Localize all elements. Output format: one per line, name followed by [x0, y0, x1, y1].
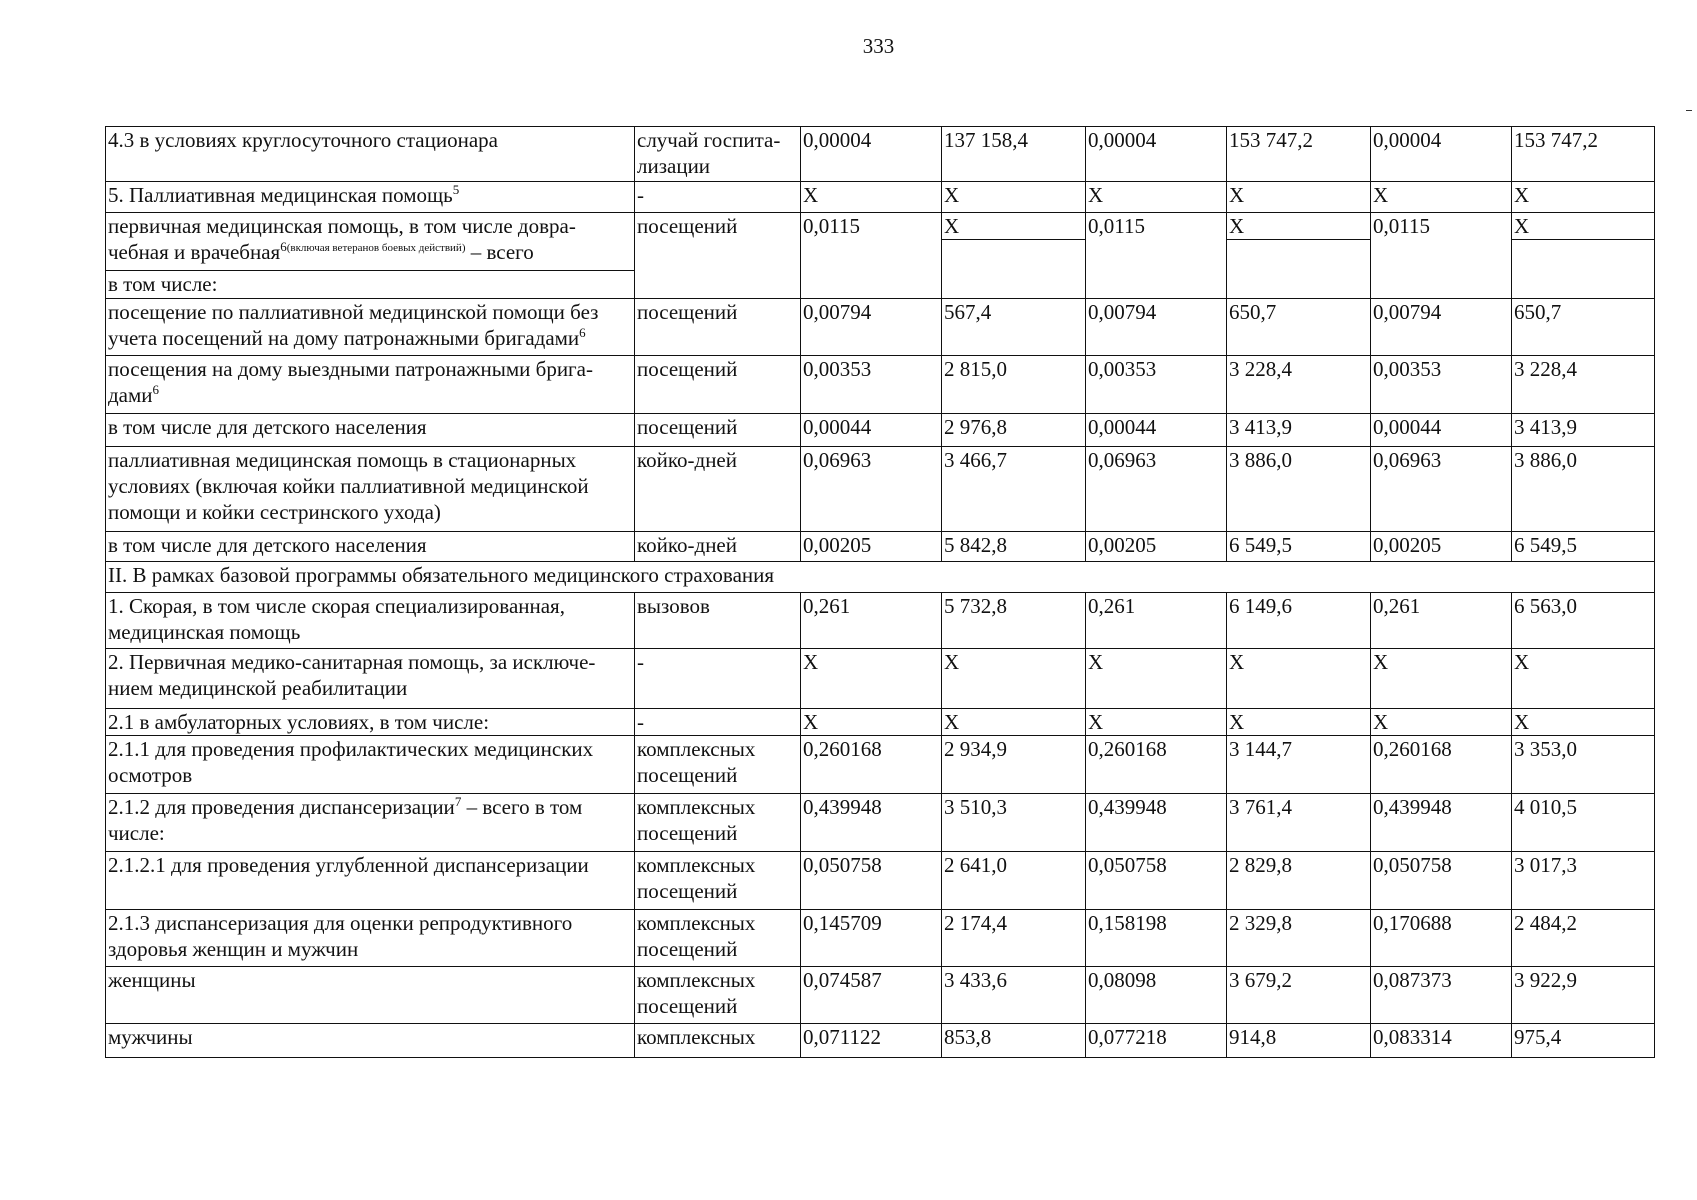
row-value: 3 413,9 — [1512, 414, 1655, 447]
section-header: II. В рамках базовой программы обязательного медицинского страхования — [106, 562, 1655, 593]
row-unit: - — [635, 709, 801, 736]
row-value: 3 466,7 — [942, 447, 1086, 532]
row-value: X — [942, 182, 1086, 213]
row-value: 5 732,8 — [942, 593, 1086, 649]
table-row — [106, 967, 1655, 1024]
row-value: 0,158198 — [1086, 910, 1227, 967]
row-value: 6 549,5 — [1227, 532, 1371, 562]
table-row — [106, 447, 1655, 532]
row-value: X — [1512, 213, 1655, 299]
table-row — [106, 127, 1655, 182]
row-value: 6 149,6 — [1227, 593, 1371, 649]
row-value: 2 934,9 — [942, 736, 1086, 794]
row-value: 0,00353 — [1371, 356, 1512, 414]
row-value: 853,8 — [942, 1024, 1086, 1058]
row-value: 137 158,4 — [942, 127, 1086, 182]
row-unit: случай госпита-лизации — [635, 127, 801, 182]
row-value: 0,439948 — [1086, 794, 1227, 852]
table-row — [106, 299, 1655, 356]
row-unit: комплексных посещений — [635, 910, 801, 967]
table-row — [106, 709, 1655, 736]
table-row — [106, 593, 1655, 649]
row-value: 0,260168 — [1371, 736, 1512, 794]
row-value: 0,00004 — [1086, 127, 1227, 182]
row-value: 2 815,0 — [942, 356, 1086, 414]
row-name: 4.3 в условиях круглосуточного стационара — [106, 127, 635, 182]
row-unit: - — [635, 182, 801, 213]
row-value: 2 329,8 — [1227, 910, 1371, 967]
row-unit: - — [635, 649, 801, 709]
row-value: 0,260168 — [801, 736, 942, 794]
row-value: 0,077218 — [1086, 1024, 1227, 1058]
row-value: X — [801, 709, 942, 736]
row-name: 2.1.2.1 для проведения углубленной диспансеризации — [106, 852, 635, 910]
row-value: 3 353,0 — [1512, 736, 1655, 794]
row-value: 3 228,4 — [1512, 356, 1655, 414]
row-value: 3 144,7 — [1227, 736, 1371, 794]
row-value: 0,261 — [1086, 593, 1227, 649]
row-value: X — [1227, 213, 1371, 299]
row-name: паллиативная медицинская помощь в стационарных условиях (включая койки паллиативной медицинской помощи и койки сестринского ухода) — [106, 447, 635, 532]
row-value: X — [942, 649, 1086, 709]
row-value: 0,06963 — [801, 447, 942, 532]
row-value: 0,261 — [801, 593, 942, 649]
row-unit: посещений — [635, 299, 801, 356]
row-value: 650,7 — [1227, 299, 1371, 356]
row-value: 0,00794 — [801, 299, 942, 356]
row-unit: койко-дней — [635, 447, 801, 532]
row-value: 0,170688 — [1371, 910, 1512, 967]
row-value: 914,8 — [1227, 1024, 1371, 1058]
row-value: 2 174,4 — [942, 910, 1086, 967]
row-value: X — [801, 649, 942, 709]
row-value: 153 747,2 — [1512, 127, 1655, 182]
row-value: 0,06963 — [1371, 447, 1512, 532]
row-unit: посещений — [635, 213, 801, 299]
row-name: посещения на дому выездными патронажными брига-дами$^6$ — [106, 356, 635, 414]
row-value: 2 641,0 — [942, 852, 1086, 910]
row-name: в том числе: — [106, 271, 635, 299]
table-row — [106, 1024, 1655, 1058]
row-value: X — [1371, 709, 1512, 736]
row-value: 0,0115 — [1086, 213, 1227, 299]
table-row — [106, 356, 1655, 414]
table-row — [106, 182, 1655, 213]
row-name: женщины — [106, 967, 635, 1024]
row-value: 3 433,6 — [942, 967, 1086, 1024]
row-value: 3 413,9 — [1227, 414, 1371, 447]
row-value: 0,074587 — [801, 967, 942, 1024]
row-value: 0,050758 — [1086, 852, 1227, 910]
row-value: 153 747,2 — [1227, 127, 1371, 182]
row-value: 2 976,8 — [942, 414, 1086, 447]
row-value: 0,00794 — [1371, 299, 1512, 356]
row-value: X — [1512, 182, 1655, 213]
row-value: 0,0115 — [801, 213, 942, 299]
row-value: 0,06963 — [1086, 447, 1227, 532]
edge-mark — [1686, 110, 1692, 111]
row-name: в том числе для детского населения — [106, 414, 635, 447]
row-unit: комплексных посещений — [635, 852, 801, 910]
row-value: 0,439948 — [801, 794, 942, 852]
row-value: 0,00044 — [801, 414, 942, 447]
row-name: первичная медицинская помощь, в том числе довра-чебная и врачебная$^{6(включая ветеранов боевых действий)}$ – всего — [106, 213, 635, 271]
row-value: 0,071122 — [801, 1024, 942, 1058]
row-value: 3 017,3 — [1512, 852, 1655, 910]
row-value: X — [1227, 649, 1371, 709]
row-unit: комплексных посещений — [635, 794, 801, 852]
row-value: 3 922,9 — [1512, 967, 1655, 1024]
row-unit: вызовов — [635, 593, 801, 649]
table-row — [106, 910, 1655, 967]
row-value: 0,050758 — [1371, 852, 1512, 910]
row-value: 0,00004 — [1371, 127, 1512, 182]
row-value: X — [1086, 709, 1227, 736]
row-value: 0,00353 — [1086, 356, 1227, 414]
row-unit: посещений — [635, 414, 801, 447]
table-row — [106, 532, 1655, 562]
row-value: 0,00205 — [801, 532, 942, 562]
row-name: мужчины — [106, 1024, 635, 1058]
row-value: X — [1086, 649, 1227, 709]
row-unit: комплексных — [635, 1024, 801, 1058]
row-value: 0,00044 — [1371, 414, 1512, 447]
row-value: 0,050758 — [801, 852, 942, 910]
row-value: 3 228,4 — [1227, 356, 1371, 414]
row-unit: комплексных посещений — [635, 967, 801, 1024]
row-value: 3 679,2 — [1227, 967, 1371, 1024]
row-name: 2.1.1 для проведения профилактических медицинских осмотров — [106, 736, 635, 794]
row-name: посещение по паллиативной медицинской помощи без учета посещений на дому патронажными бригадами$^6$ — [106, 299, 635, 356]
row-value: 650,7 — [1512, 299, 1655, 356]
row-name: 5. Паллиативная медицинская помощь$^5$ — [106, 182, 635, 213]
row-value: 6 563,0 — [1512, 593, 1655, 649]
row-value: 975,4 — [1512, 1024, 1655, 1058]
row-value: 0,00794 — [1086, 299, 1227, 356]
table-row — [106, 414, 1655, 447]
table-row — [106, 649, 1655, 709]
row-value: 0,260168 — [1086, 736, 1227, 794]
row-value: 0,083314 — [1371, 1024, 1512, 1058]
table-row — [106, 852, 1655, 910]
row-value: X — [1371, 649, 1512, 709]
row-name: 1. Скорая, в том числе скорая специализированная, медицинская помощь — [106, 593, 635, 649]
row-name: 2.1.3 диспансеризация для оценки репродуктивного здоровья женщин и мужчин — [106, 910, 635, 967]
row-value: 0,00353 — [801, 356, 942, 414]
row-value: 0,08098 — [1086, 967, 1227, 1024]
row-value: 0,00205 — [1086, 532, 1227, 562]
row-value: 0,00044 — [1086, 414, 1227, 447]
row-value: 0,00004 — [801, 127, 942, 182]
row-unit: комплексных посещений — [635, 736, 801, 794]
row-value: 0,261 — [1371, 593, 1512, 649]
row-value: X — [801, 182, 942, 213]
row-value: X — [1086, 182, 1227, 213]
row-value: 0,145709 — [801, 910, 942, 967]
table-row — [106, 562, 1655, 593]
row-value: 3 510,3 — [942, 794, 1086, 852]
row-value: 0,439948 — [1371, 794, 1512, 852]
row-value: 0,0115 — [1371, 213, 1512, 299]
table-row — [106, 794, 1655, 852]
row-value: 3 886,0 — [1512, 447, 1655, 532]
row-value: 2 829,8 — [1227, 852, 1371, 910]
row-unit: посещений — [635, 356, 801, 414]
row-value: 4 010,5 — [1512, 794, 1655, 852]
table-row — [106, 736, 1655, 794]
row-value: X — [942, 213, 1086, 299]
row-value: 2 484,2 — [1512, 910, 1655, 967]
row-value: 3 886,0 — [1227, 447, 1371, 532]
row-value: 0,087373 — [1371, 967, 1512, 1024]
row-value: 5 842,8 — [942, 532, 1086, 562]
row-value: X — [1512, 709, 1655, 736]
row-value: 6 549,5 — [1512, 532, 1655, 562]
row-value: 0,00205 — [1371, 532, 1512, 562]
row-value: X — [1512, 649, 1655, 709]
row-name: в том числе для детского населения — [106, 532, 635, 562]
row-name: 2.1 в амбулаторных условиях, в том числе: — [106, 709, 635, 736]
row-value: X — [1371, 182, 1512, 213]
row-value: X — [1227, 709, 1371, 736]
row-value: X — [942, 709, 1086, 736]
row-value: X — [1227, 182, 1371, 213]
table-row — [106, 213, 1655, 271]
row-name: 2.1.2 для проведения диспансеризации$^7$ – всего в том числе: — [106, 794, 635, 852]
row-name: 2. Первичная медико-санитарная помощь, за исключе-нием медицинской реабилитации — [106, 649, 635, 709]
row-value: 567,4 — [942, 299, 1086, 356]
medical-care-table — [105, 126, 1655, 1058]
row-unit: койко-дней — [635, 532, 801, 562]
page-number: 333 — [862, 34, 895, 58]
row-value: 3 761,4 — [1227, 794, 1371, 852]
